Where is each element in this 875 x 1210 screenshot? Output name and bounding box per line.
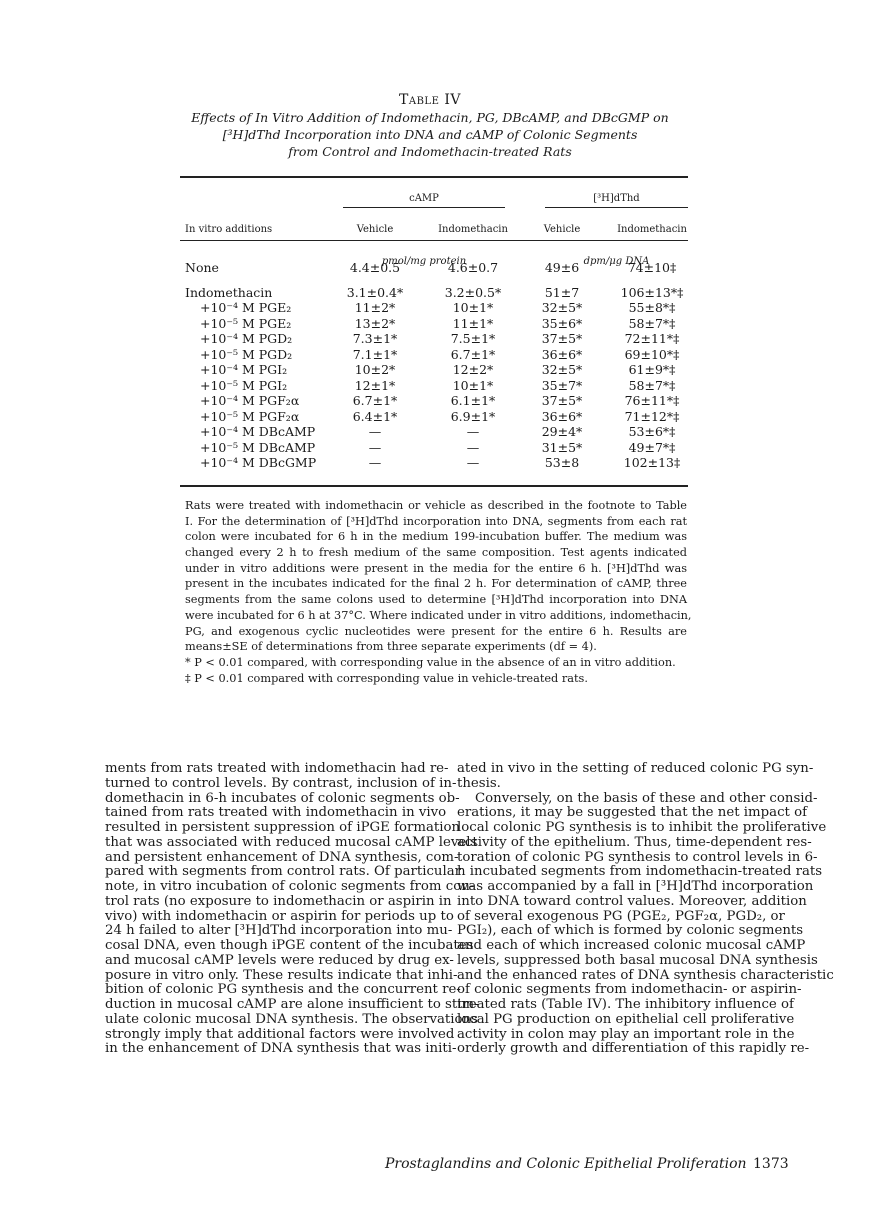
table-cell: 29±4* bbox=[541, 424, 583, 439]
table-cell: 49±6 bbox=[544, 260, 580, 275]
body-text-line: toration of colonic PG synthesis to control levels in 6- bbox=[457, 849, 818, 865]
body-text-line: treated rats (Table IV). The inhibitory influence of bbox=[457, 997, 794, 1012]
footnote-line: changed every 2 h to fresh medium of the same composition. Test agents indicated bbox=[185, 546, 687, 560]
table-cell: 36±6* bbox=[541, 409, 583, 424]
col-header-camp-vehicle: Vehicle bbox=[356, 224, 394, 235]
body-text-line: that was associated with reduced mucosal cAMP levels bbox=[105, 834, 478, 850]
footnote-line: under in vitro additions were present in the media for the entire 6 h. [³H]dThd was bbox=[185, 561, 687, 575]
caption-line: Effects of In Vitro Addition of Indomethacin, PG, DBcAMP, and DBcGMP on bbox=[191, 110, 669, 125]
table-row bbox=[180, 424, 688, 439]
table-cell: 4.4±0.5 bbox=[349, 260, 401, 275]
body-left-column bbox=[105, 761, 479, 1057]
body-text-line: trol rats (no exposure to indomethacin or aspirin in bbox=[105, 893, 452, 909]
row-label: Indomethacin bbox=[185, 285, 273, 300]
table-row bbox=[180, 300, 688, 315]
table-cell: 55±8*‡ bbox=[628, 300, 676, 315]
table-cell: 10±1* bbox=[452, 378, 494, 393]
group-rule-camp bbox=[343, 207, 505, 208]
running-title: Prostaglandins and Colonic Epithelial Proliferation bbox=[385, 1156, 747, 1172]
body-text-line: and the enhanced rates of DNA synthesis characteristic bbox=[457, 967, 834, 983]
body-text-line: local PG production on epithelial cell proliferative bbox=[457, 1011, 795, 1027]
body-text-line: of several exogenous PG (PGE₂, PGF₂α, PGD₂, or bbox=[457, 908, 785, 924]
table-cell: 3.2±0.5* bbox=[444, 285, 502, 300]
table-cell: 58±7*‡ bbox=[628, 378, 676, 393]
table-cell: 31±5* bbox=[541, 440, 583, 455]
group-rule-thd bbox=[545, 207, 688, 208]
body-text-line: pared with segments from control rats. Of particular bbox=[105, 864, 462, 880]
body-text-line: erations, it may be suggested that the net impact of bbox=[457, 805, 808, 821]
col-header-thd-vehicle: Vehicle bbox=[543, 224, 581, 235]
body-text-line: 24 h failed to alter [³H]dThd incorporation into mu- bbox=[105, 923, 453, 939]
row-label: +10⁻⁵ M DBcAMP bbox=[200, 440, 316, 455]
table-cell: 37±5* bbox=[541, 331, 583, 346]
footnote-line: segments from the same colons used to determine [³H]dThd incorporation into DNA bbox=[185, 593, 687, 607]
body-text-line: bition of colonic PG synthesis and the concurrent re- bbox=[105, 982, 461, 998]
body-text-line: ated in vivo in the setting of reduced colonic PG syn- bbox=[457, 761, 814, 776]
group-header-camp: cAMP bbox=[409, 193, 439, 204]
body-text-line: domethacin in 6-h incubates of colonic segments ob- bbox=[105, 790, 460, 806]
caption-line: [³H]dThd Incorporation into DNA and cAMP of Colonic Segments bbox=[222, 127, 638, 142]
body-text-line: h incubated segments from indomethacin-treated rats bbox=[457, 864, 823, 880]
table-top-rule bbox=[180, 176, 688, 178]
table-cell: 7.3±1* bbox=[352, 331, 398, 346]
row-label: +10⁻⁵ M PGE₂ bbox=[200, 316, 292, 331]
units-camp: pmol/mg protein bbox=[381, 256, 467, 267]
table-row bbox=[180, 260, 688, 275]
row-label: +10⁻⁵ M PGF₂α bbox=[200, 409, 300, 424]
row-label: +10⁻⁴ M PGF₂α bbox=[200, 393, 300, 408]
footnote-line: I. For the determination of [³H]dThd incorporation into DNA, segments from each rat bbox=[185, 514, 687, 528]
footnote-line: PG, and exogenous cyclic nucleotides were present for the entire 6 h. Results are bbox=[185, 624, 687, 638]
table-row bbox=[180, 378, 688, 393]
row-label: +10⁻⁴ M PGE₂ bbox=[200, 300, 292, 315]
table-cell: 6.1±1* bbox=[450, 393, 496, 408]
body-text-line: thesis. bbox=[457, 775, 501, 791]
body-text-line: activity in colon may play an important role in the bbox=[457, 1026, 795, 1042]
body-text-line: duction in mucosal cAMP are alone insufficient to stim- bbox=[105, 997, 479, 1012]
body-text-line: PGI₂), each of which is formed by colonic segments bbox=[457, 923, 804, 939]
footnote-line: were incubated for 6 h at 37°C. Where indicated under in vitro additions, indomethacin, bbox=[185, 608, 692, 622]
row-label: +10⁻⁴ M DBcAMP bbox=[200, 424, 316, 439]
body-text-line: vivo) with indomethacin or aspirin for periods up to bbox=[105, 908, 454, 924]
table-cell: 74±10‡ bbox=[627, 260, 677, 275]
body-text-line: local colonic PG synthesis is to inhibit the proliferative bbox=[457, 820, 827, 835]
table-cell: 35±6* bbox=[541, 316, 583, 331]
body-text-line: levels, suppressed both basal mucosal DNA synthesis bbox=[457, 952, 818, 968]
table-cell: 58±7*‡ bbox=[628, 316, 676, 331]
body-text-line: cosal DNA, even though iPGE content of the incubates bbox=[105, 938, 474, 953]
table-cell: 36±6* bbox=[541, 347, 583, 362]
body-text-line: into DNA toward control values. Moreover, addition bbox=[457, 893, 807, 909]
table-cell: 61±9*‡ bbox=[628, 362, 676, 377]
row-label: +10⁻⁵ M PGD₂ bbox=[200, 347, 293, 362]
table-cell: 6.7±1* bbox=[352, 393, 398, 408]
body-text-line: of colonic segments from indomethacin- or aspirin- bbox=[457, 982, 802, 998]
table-row bbox=[180, 347, 688, 362]
header-rule bbox=[180, 240, 688, 241]
table-cell: 10±1* bbox=[452, 300, 494, 315]
table-footnote bbox=[185, 498, 692, 686]
table-row bbox=[180, 362, 688, 377]
table-cell: — bbox=[368, 455, 382, 470]
footnote-line: present in the incubates indicated for the final 2 h. For determination of cAMP, three bbox=[185, 577, 687, 591]
body-text-line: Conversely, on the basis of these and other consid- bbox=[475, 790, 818, 806]
row-label: +10⁻⁴ M PGI₂ bbox=[200, 362, 288, 377]
table-cell: 6.7±1* bbox=[450, 347, 496, 362]
col-header-thd-indomethacin: Indomethacin bbox=[617, 224, 687, 235]
body-text-line: turned to control levels. By contrast, inclusion of in- bbox=[105, 775, 457, 791]
table-cell: 71±12*‡ bbox=[624, 409, 680, 424]
footnote-line: Rats were treated with indomethacin or vehicle as described in the footnote to Table bbox=[185, 499, 687, 512]
body-right-column bbox=[457, 761, 834, 1057]
table-cell: 6.9±1* bbox=[450, 409, 496, 424]
body-text-line: tained from rats treated with indomethacin in vivo bbox=[105, 805, 447, 821]
table-cell: — bbox=[368, 440, 382, 455]
table-cell: 10±2* bbox=[354, 362, 396, 377]
table-caption bbox=[0, 109, 860, 160]
table-cell: 12±2* bbox=[452, 362, 494, 377]
table-cell: 69±10*‡ bbox=[624, 347, 680, 362]
table-row bbox=[180, 393, 688, 408]
table-row bbox=[180, 440, 688, 455]
page-number: 1373 bbox=[753, 1156, 789, 1172]
table-row bbox=[180, 331, 688, 346]
table-cell: 51±7 bbox=[544, 285, 580, 300]
footnote-line: colon were incubated for 6 h in the medium 199-incubation buffer. The medium was bbox=[185, 530, 687, 544]
table-row bbox=[180, 285, 688, 300]
table-cell: 4.6±0.7 bbox=[447, 260, 499, 275]
table-cell: 72±11*‡ bbox=[624, 331, 680, 346]
table-title: Table IV bbox=[399, 92, 461, 108]
body-text-line: and mucosal cAMP levels were reduced by drug ex- bbox=[105, 952, 454, 968]
table-cell: 7.5±1* bbox=[450, 331, 496, 346]
col-header-camp-indomethacin: Indomethacin bbox=[438, 224, 508, 235]
body-text-line: posure in vitro only. These results indicate that inhi- bbox=[105, 967, 458, 983]
body-text-line: activity of the epithelium. Thus, time-dependent res- bbox=[457, 834, 812, 850]
table-row bbox=[180, 455, 688, 470]
footnote-line: ‡ P < 0.01 compared with corresponding value in vehicle-treated rats. bbox=[185, 671, 588, 685]
footnote-line: * P < 0.01 compared, with corresponding value in the absence of an in vitro addition. bbox=[185, 655, 676, 669]
table-bottom-rule bbox=[180, 485, 688, 487]
table-row bbox=[180, 409, 688, 424]
body-text-line: and each of which increased colonic mucosal cAMP bbox=[457, 938, 806, 953]
body-text-line: in the enhancement of DNA synthesis that was initi- bbox=[105, 1041, 457, 1057]
group-header-thd: [³H]dThd bbox=[593, 193, 640, 204]
table-cell: 7.1±1* bbox=[352, 347, 398, 362]
table-cell: 11±2* bbox=[354, 300, 396, 315]
row-label: +10⁻⁴ M DBcGMP bbox=[200, 455, 317, 470]
table-cell: 106±13*‡ bbox=[620, 285, 684, 300]
body-text-line: resulted in persistent suppression of iPGE formation bbox=[105, 820, 461, 835]
table-cell: 11±1* bbox=[452, 316, 494, 331]
body-text-line: ulate colonic mucosal DNA synthesis. The observations bbox=[105, 1011, 478, 1027]
row-label: None bbox=[185, 260, 219, 275]
table-row bbox=[180, 316, 688, 331]
table-cell: 102±13‡ bbox=[623, 455, 681, 470]
body-text-line: note, in vitro incubation of colonic segments from con- bbox=[105, 879, 475, 894]
table-cell: — bbox=[466, 440, 480, 455]
table-cell: — bbox=[368, 424, 382, 439]
table-cell: 13±2* bbox=[354, 316, 396, 331]
table-cell: — bbox=[466, 424, 480, 439]
body-text-line: ments from rats treated with indomethacin had re- bbox=[105, 761, 449, 776]
table-cell: 35±7* bbox=[541, 378, 583, 393]
units-thd: dpm/μg DNA bbox=[583, 256, 650, 267]
table-cell: — bbox=[466, 455, 480, 470]
body-text-line: was accompanied by a fall in [³H]dThd incorporation bbox=[457, 879, 814, 894]
body-text-line: and persistent enhancement of DNA synthesis, com- bbox=[105, 849, 459, 865]
table-cell: 53±8 bbox=[544, 455, 580, 470]
table-cell: 37±5* bbox=[541, 393, 583, 408]
caption-line: from Control and Indomethacin-treated Rats bbox=[288, 144, 572, 159]
table-cell: 53±6*‡ bbox=[628, 424, 676, 439]
table-cell: 32±5* bbox=[541, 300, 583, 315]
table-cell: 49±7*‡ bbox=[628, 440, 676, 455]
footnote-line: means±SE of determinations from three separate experiments (df = 4). bbox=[185, 640, 597, 654]
body-text-line: strongly imply that additional factors were involved bbox=[105, 1026, 455, 1042]
table-cell: 6.4±1* bbox=[352, 409, 398, 424]
body-text-line: orderly growth and differentiation of this rapidly re- bbox=[457, 1041, 810, 1057]
row-label: +10⁻⁵ M PGI₂ bbox=[200, 378, 288, 393]
table-cell: 12±1* bbox=[354, 378, 396, 393]
table-cell: 3.1±0.4* bbox=[346, 285, 404, 300]
table-cell: 76±11*‡ bbox=[624, 393, 680, 408]
row-label: +10⁻⁴ M PGD₂ bbox=[200, 331, 293, 346]
row-header: In vitro additions bbox=[185, 224, 273, 235]
table-cell: 32±5* bbox=[541, 362, 583, 377]
